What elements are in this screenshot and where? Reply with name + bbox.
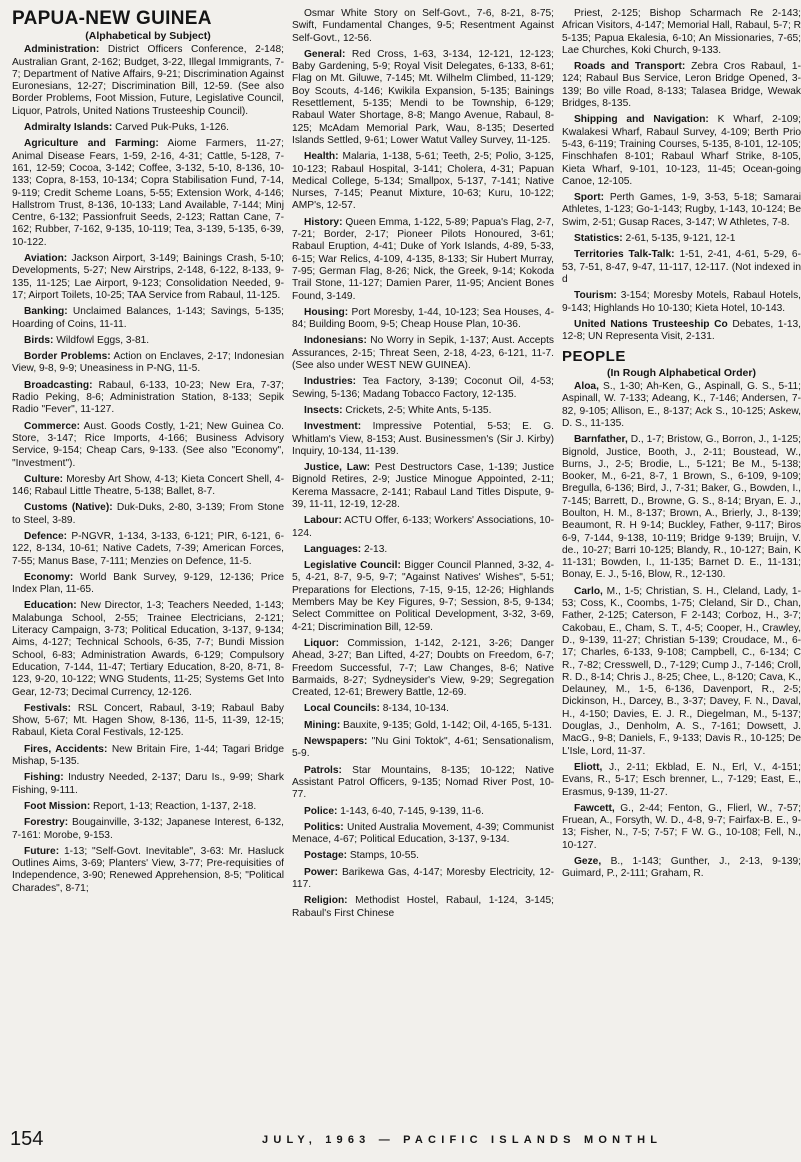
index-entry <box>12 421 284 470</box>
index-entry <box>292 822 554 847</box>
page-number: 154 <box>10 1128 44 1150</box>
index-subject: Economy: <box>24 571 74 583</box>
index-subject: Investment: <box>304 421 362 433</box>
index-entry <box>562 586 801 758</box>
index-references: Jackson Airport, 3-149; Bainings Crash, 5-10; Developments, 5-27; New Airstrips, 2-148, 6-122, 8-133, 9-135, 11-125; Lae Airport, 9-123; Consolidation Needed, 9-17; Airport Toilets, 10-25; TAA Service from Rabaul, 11-125. <box>12 253 284 301</box>
index-references: Wildfowl Eggs, 3-81. <box>53 334 150 346</box>
index-references: RSL Concert, Rabaul, 3-19; Rabaul Baby Show, 5-67; Mt. Hagen Show, 8-136, 11-5, 11-39, 12-15; Rabaul, Kieta Coral Festivals, 12-125. <box>12 702 284 739</box>
index-entry <box>292 376 554 401</box>
index-references: K Wharf, 2-109; Kwalakesi Wharf, Rabaul Survey, 4-109; Berth Prio 5-43, 6-119; Training Courses, 5-135, 8-101, 12-105; Finschhafen 8-101; Rabaul Wharf Strike, 8-105, Kieta Wharf, 9-101, 10-123, 11-45; Ocean-going Canoe, 12-105. <box>562 114 801 187</box>
index-subject: Culture: <box>24 473 64 485</box>
index-references: Red Cross, 1-63, 3-134, 12-121, 12-123; Baby Gardening, 5-9; Royal Visit Delegates, 6-133, 8-61; Flag on Mt. Giluwe, 7-145; Mt. Wilhelm Climbed, 11-129; Boy Scouts, 4-146; Kwikila Expansion, 5-135; Bainings Resettlement, 5-135; Mendi to be Township, 6-129; Rabaul Water Shortage, 8-8; Mango Avenue, Rabaul, 8-125; McAdam Memorial Park, Wau, 8-135; Deserted Islands Settled, 9-61; Lower Watut Valley Survey, 11-125. <box>292 48 554 146</box>
index-subject: Fawcett, <box>574 802 615 814</box>
index-entry <box>292 462 554 511</box>
index-subject: Patrols: <box>304 764 342 776</box>
index-entry <box>292 560 554 634</box>
index-references: Commission, 1-142, 2-121, 3-26; Danger Ahead, 3-27; Ban Lifted, 4-27; Doubts on Freedom, 6-7; Freedom Successful, 7-7; Law Changes, 8-6; Native Barmaids, 8-27; Sydneysider's View, 9-29; Segregation Created, 12-61; Brewery Battle, 12-69. <box>292 637 554 699</box>
index-subject: Commerce: <box>24 420 81 432</box>
index-references: Debates, 1-13, 12-8; UN Representa Visit, 2-131. <box>562 318 801 343</box>
index-references: 2-13. <box>361 543 388 555</box>
index-references: United Australia Movement, 4-39; Communist Menace, 4-67; Political Education, 3-137, 9-134. <box>292 821 554 846</box>
index-entry <box>292 867 554 892</box>
index-subject: Statistics: <box>574 233 623 245</box>
index-entry <box>562 319 801 344</box>
index-subject: Broadcasting: <box>24 379 93 391</box>
index-entry <box>12 600 284 698</box>
index-subject: Administration: <box>24 44 100 56</box>
index-references: Queen Emma, 1-122, 5-89; Papua's Flag, 2-7, 7-21; Border, 2-17; Pioneer Pilots Honoured, 3-61; Rabaul Eruption, 4-41; Duke of York Islands, 4-89, 5-33, 6-15; War Relics, 4-109, 4-135, 8-133; Sir Hubert Murray, 7-95; German Flag, 8-26; Nick, the Greek, 9-14; Kokoda Trail Stone, 11-127; Damien Parer, 11-95; Ancient Bones Found, 3-149. <box>292 216 554 302</box>
index-subject: Postage: <box>304 850 348 862</box>
index-subject: Tourism: <box>574 290 617 302</box>
index-subject: Politics: <box>304 821 344 833</box>
index-entry <box>12 44 284 118</box>
index-subject: Police: <box>304 805 338 817</box>
index-entry <box>562 856 801 881</box>
index-subject: Fires, Accidents: <box>24 743 108 755</box>
index-entry <box>12 846 284 895</box>
index-entry <box>12 744 284 769</box>
index-entry <box>562 434 801 582</box>
index-references: District Officers Conference, 2-148; Australian Grant, 2-162; Budget, 3-22, Illegal Immigrants, 7-7; Department of Native Affairs, 9-21; Discrimination Against Euronesians, 12-27; Discrimination Bill, 12-59. (See also Border Problems, Foot Mission, Future, Legislative Council, Liquor, Patrols, United Nations Trusteeship Council). <box>12 44 284 117</box>
index-subject: Liquor: <box>304 637 340 649</box>
index-subject: Territories Talk-Talk: <box>574 249 675 261</box>
index-subject: Agriculture and Farming: <box>24 138 159 150</box>
index-entry <box>292 307 554 332</box>
index-subject: Legislative Council: <box>304 560 401 572</box>
page-title: PAPUA-NEW GUINEA <box>12 8 212 29</box>
index-subject: Housing: <box>304 306 349 318</box>
index-references: Report, 1-13; Reaction, 1-137, 2-18. <box>90 800 257 812</box>
index-entry <box>562 8 801 57</box>
index-references: Industry Needed, 2-137; Daru Is., 9-99; Shark Fishing, 9-111. <box>12 772 284 796</box>
index-entry <box>562 233 801 245</box>
index-entry <box>292 806 554 818</box>
index-references: 1-13; "Self-Govt. Inevitable", 3-63: Mr. Hasluck Outlines Aims, 3-69; Planters' View, 3-77; Pre-requisities of Independence, 3-90; Renewed Apprehension, 8-5; "Political Charades", 8-71; <box>12 845 284 894</box>
index-entry <box>292 405 554 417</box>
index-references: Methodist Hostel, Rabaul, 1-124, 3-145; Rabaul's First Chinese <box>292 895 554 919</box>
column-2 <box>292 8 554 1120</box>
index-entry <box>12 772 284 797</box>
index-subject: Education: <box>24 600 77 612</box>
index-entry <box>562 290 801 315</box>
index-subject: Insects: <box>304 404 343 416</box>
index-entry <box>292 544 554 556</box>
index-subject: Banking: <box>24 306 68 318</box>
index-subject: Languages: <box>304 543 362 555</box>
index-entry <box>292 720 554 732</box>
index-entry <box>292 765 554 802</box>
index-references: Port Moresby, 1-44, 10-123; Sea Houses, 4-84; Building Boom, 9-5; Cheap House Plan, 10-36. <box>292 306 554 331</box>
index-subject: Aviation: <box>24 253 68 265</box>
index-references: World Bank Survey, 9-129, 12-136; Price Index Plan, 11-65. <box>12 571 284 596</box>
index-references: Duk-Duks, 2-80, 3-139; From Stone to Steel, 3-89. <box>12 502 284 526</box>
index-entry <box>12 138 284 249</box>
index-references: 2-61, 5-135, 9-121, 12-1 <box>622 233 736 245</box>
index-entry <box>12 335 284 347</box>
index-subject: Barnfather, <box>574 434 628 446</box>
index-entry <box>12 380 284 417</box>
index-subject: Local Councils: <box>304 703 380 715</box>
index-subject: Industries: <box>304 376 357 388</box>
section-subtitle: (In Rough Alphabetical Order) <box>607 366 756 379</box>
index-entry <box>12 122 284 134</box>
index-entry <box>292 703 554 715</box>
column-1 <box>12 30 284 1120</box>
index-references: Bigger Council Planned, 3-32, 4-5, 4-21, 8-7, 9-5, 9-7; "Against Natives' Wishes", 5-51; Preparations for Elections, 7-15, 9-15, 12-26; Highlands Members May be Key Figures, 9-7; Session, 8-5, 9-134; Select Committee on Political Development, 3-32, 3-69, 4-21; Discrimination Bill, 12-59. <box>292 560 554 633</box>
index-entry <box>12 474 284 499</box>
index-subject: Health: <box>304 151 339 163</box>
index-references: Moresby Art Show, 4-13; Kieta Concert Shell, 4-146; Rabaul Little Theatre, 5-138; Ballet, 8-7. <box>12 473 284 498</box>
index-subject: Festivals: <box>24 702 71 714</box>
index-subject: General: <box>304 48 346 60</box>
index-references: G., 2-44; Fenton, G., Flierl, W., 7-57; Fruean, A., Forsyth, W. D., 4-8, 9-7; Fairfax-B. E., 9-13; Fisher, N., 7-5; 7-57; F W. G., 10-108; Fell, N., 10-127. <box>562 802 801 851</box>
index-references: M., 1-5; Christian, S. H., Cleland, Lady, 1-53; Coss, K., Coombs, 1-75; Cleland, Sir D., Chan, Father, 2-125; Caterson, F 2-143; Corboz, H., 3-7; Cakobau, E., Cham, S. T., 4-5; Cooper, H., Crawley, D., 9-139, 11-27; Christian 5-139; Croudace, M., 6-17; Charles, 6-133, 9-108; Campbell, C., 6-134; C R., 7-82; Cresswell, D., 7-129; Cump J., 7-146; Croll, R. D., 8-14; Chris J., 8-25; Chee, L., 8-120; Cava, K., Delauney, M., 1-5, 6-136, Davenport, R., 2-5; Dickinson, H., Darcey, B., 3-37; Davey, F. N., Daval, H., 4-150; Davies, E. J. R., Diegelman, M., 5-137; Douglas, J., Denholm, A. S., 7-161; Dowsett, J. MacG., 9-8; Daniels, F., 9-133; Davis R., 10-125; De L'Isle, Lord, 11-37. <box>562 585 801 757</box>
index-entry <box>292 736 554 761</box>
index-subject: Fishing: <box>24 772 64 784</box>
index-subject: Admiralty Islands: <box>24 122 113 134</box>
index-subject: Border Problems: <box>24 351 111 363</box>
index-entry <box>292 421 554 458</box>
index-references: Perth Games, 1-9, 3-53, 5-18; Samarai Athletes, 1-123; Go-1-143; Rugby, 1-143, 10-124; Be Swim, 2-51; Gusap Races, 3-147; W Athletes, 7-8. <box>562 192 801 228</box>
index-subject: Defence: <box>24 530 68 542</box>
index-entry <box>562 249 801 286</box>
index-entry <box>292 8 554 45</box>
index-references: Stamps, 10-55. <box>347 850 419 862</box>
index-references: New Britain Fire, 1-44; Tagari Bridge Mishap, 5-135. <box>12 743 284 768</box>
index-entry <box>292 850 554 862</box>
index-references: Osmar White Story on Self-Govt., 7-6, 8-21, 8-75; Swift, Fundamental Changes, 9-5; Resentment Against Self-Govt., 12-56. <box>292 8 554 44</box>
column-3 <box>562 8 801 1120</box>
index-subject: History: <box>304 216 343 228</box>
index-entry <box>562 61 801 110</box>
index-references: Bougainville, 3-132; Japanese Interest, 6-132, 7-161: Morobe, 9-153. <box>12 817 284 841</box>
index-subject: Carlo, <box>574 585 603 597</box>
index-subject: Aloa, <box>574 381 599 393</box>
index-references: Action on Enclaves, 2-17; Indonesian View, 9-8, 9-9; Uneasiness in P-NG, 11-5. <box>12 351 284 375</box>
index-entry <box>12 817 284 842</box>
index-entry <box>292 151 554 212</box>
index-entry <box>292 895 554 920</box>
index-references: B., 1-143; Gunther, J., 2-13, 9-139; Guimard, P., 2-111; Graham, R. <box>562 856 801 880</box>
running-footer: JULY, 1963 — PACIFIC ISLANDS MONTHL <box>262 1134 663 1146</box>
index-entry <box>12 502 284 527</box>
index-entry <box>292 217 554 303</box>
index-references: Malaria, 1-138, 5-61; Teeth, 2-5; Polio, 3-125, 10-123; Rabaul Hospital, 3-141; Cholera, 4-31; Papuan Medical College, 5-134; Smallpox, 5-137, 7-141; Native Nurses, 7-145; Peanut Mixture, 10-63; Kuru, 10-122; AMP's, 12-57. <box>292 151 554 212</box>
page-subtitle: (Alphabetical by Subject) <box>85 30 211 42</box>
index-references: Rabaul, 6-133, 10-23; New Era, 7-37; Radio Peking, 8-6; Administration Station, 8-133; Sepik Radio "Fever", 11-127. <box>12 379 284 416</box>
index-references: Crickets, 2-5; White Ants, 5-135. <box>342 404 492 416</box>
index-subject: Future: <box>24 845 60 857</box>
index-references: "Nu Gini Toktok", 4-61; Sensationalism, 5-9. <box>292 736 554 760</box>
section-heading: PEOPLE <box>562 348 626 366</box>
index-subject: Roads and Transport: <box>574 61 686 73</box>
index-entry <box>562 803 801 852</box>
index-references: Tea Factory, 3-139; Coconut Oil, 4-53; Sewing, 5-136; Madang Tobacco Factory, 12-135. <box>292 376 554 400</box>
index-references: S., 1-30; Ah-Ken, G., Aspinall, G. S., 5-11; Aspinall, W. 7-133; Adeang, K., 7-146; Andersen, 7-82, 9-105; Allison, E., 8-137; Ack S., 10-125; Askew, D. S., 11-135. <box>562 381 801 429</box>
index-subject: Indonesians: <box>304 335 367 347</box>
index-references: 3-154; Moresby Motels, Rabaul Hotels, 9-143; Highlands Ho 10-130; Kieta Hotel, 10-143. <box>562 290 801 314</box>
index-subject: Forestry: <box>24 817 69 829</box>
index-entry <box>12 306 284 331</box>
index-subject: Newspapers: <box>304 736 368 748</box>
index-entry <box>292 335 554 372</box>
index-subject: United Nations Trusteeship Co <box>574 318 728 330</box>
index-subject: Labour: <box>304 515 342 527</box>
index-entry <box>12 801 284 813</box>
index-references: Star Mountains, 8-135; 10-122; Native Assistant Patrol Officers, 9-135; Nomad River Post, 10-77. <box>292 764 554 801</box>
index-entry <box>12 572 284 597</box>
index-entry <box>12 351 284 376</box>
index-references: Aust. Goods Costly, 1-21; New Guinea Co. Store, 3-147; Rice Imports, 4-166; Business Advisory Service, 9-154; Cheap Cars, 9-133. (See also "Economy", "Investment"). <box>12 420 284 469</box>
index-entry <box>292 515 554 540</box>
index-entry <box>12 703 284 740</box>
index-subject: Eliott, <box>574 761 603 773</box>
index-references: 1-51, 2-41, 4-61, 5-29, 6-53, 7-51, 8-47, 9-47, 11-117, 12-117. (Not indexed in d <box>562 249 801 285</box>
index-entry <box>292 638 554 699</box>
index-references: Carved Puk-Puks, 1-126. <box>112 122 229 134</box>
index-references: 8-134, 10-134. <box>379 703 449 715</box>
index-subject: Mining: <box>304 719 341 731</box>
index-references: Zebra Cros Rabaul, 1-124; Rabaul Bus Service, Leron Bridge Opened, 3-139; Bo ville Road, 8-133; Talasea Bridge, Wewak Bridges, 8-135. <box>562 61 801 110</box>
index-references: Aiome Farmers, 11-27; Animal Disease Fears, 1-59, 2-16, 4-31; Cattle, 5-128, 7-161, 12-59; Cocoa, 3-142; Coffee, 3-132, 5-10, 8-136, 10-133; Copra, 8-153, 10-134; Copra Stabilisation Fund, 7-14, 9-119; Credit Scheme Loans, 5-55; Extension Work, 4-146; Hallstrom Trust, 8-136, 10-133; Land Available, 7-144; Minj Centre, 6-132; Passionfruit Seeds, 2-123; Rattan Cane, 7-162; Rubber, 7-162, 9-135, 10-119; Tea, 3-139, 5-135, 6-39, 10-122. <box>12 138 284 248</box>
index-references: Impressive Potential, 5-53; E. G. Whitlam's View, 8-153; Aust. Businessmen's (Sir J. Kirby) Inquiry, 10-134, 11-139. <box>292 421 554 457</box>
index-references: Bauxite, 9-135; Gold, 1-142; Oil, 4-165, 5-131. <box>340 719 553 731</box>
page-footer <box>0 1124 801 1160</box>
index-entry <box>12 253 284 302</box>
index-references: ACTU Offer, 6-133; Workers' Associations, 10-124. <box>292 515 554 539</box>
index-subject: Geze, <box>574 856 602 867</box>
index-references: No Worry in Sepik, 1-137; Aust. Accepts Assurances, 2-15; Threat Seen, 2-18, 4-23, 6-121, 11-7. (See also under WEST NEW GUINEA). <box>292 335 554 372</box>
index-references: Unclaimed Balances, 1-143; Savings, 5-135; Hoarding of Coins, 11-11. <box>12 306 284 330</box>
index-subject: Customs (Native): <box>24 502 113 514</box>
index-references: Pest Destructors Case, 1-139; Justice Bignold Retires, 2-9; Justice Minogue Appointed, 2-11; Kerema Massacre, 2-141; Rabaul Land Titles Dispute, 9-39, 11-11, 12-19, 12-28. <box>292 462 554 510</box>
index-entry <box>12 531 284 568</box>
index-entry <box>292 49 554 147</box>
index-subject: Birds: <box>24 334 54 346</box>
index-entry <box>562 114 801 188</box>
index-subject: Religion: <box>304 895 348 907</box>
index-references: Priest, 2-125; Bishop Scharmach Re 2-143; African Visitors, 4-147; Memorial Hall, Rabaul, 5-7; R 5-135; Papua Ekalesia, 6-10; An Missionaries, 7-65; Lae Churches, Koki Church, 9-133. <box>562 8 801 56</box>
index-subject: Justice, Law: <box>304 462 371 474</box>
index-references: P-NGVR, 1-134, 3-133, 6-121; PIR, 6-121, 6-122, 8-134, 10-61; Native Cadets, 7-39; American Forces, 7-55; Manus Base, 7-111; Menzies on Defence, 11-5. <box>12 530 284 567</box>
index-subject: Shipping and Navigation: <box>574 114 709 126</box>
index-references: J., 2-11; Ekblad, E. N., Erl, V., 4-151; Evans, R., 5-17; Esch brenner, L., 7-129; East, E., Erasmus, 9-139, 11-27. <box>562 761 801 798</box>
index-subject: Power: <box>304 866 338 878</box>
index-subject: Sport: <box>574 192 604 204</box>
index-subject: Foot Mission: <box>24 800 91 812</box>
index-references: Barikewa Gas, 4-147; Moresby Electricity, 12-117. <box>292 866 554 890</box>
index-references: D., 1-7; Bristow, G., Borron, J., 1-125; Bignold, Justice, Booth, J., 2-11; Boustead, W., Burns, J., 2-5; Brodie, L., 5-121; Be M., 5-138; Booker, M., 6-21, 8-7, 1 Brown, S., 6-109, 9-109; Bregulla, 6-136; Bird, J., 7-31; Baker, G., Bowden, I., 7-145; Barrett, D., Browne, G. S., 8-14; Bryan, E. J., Boulton, H. M., 8-137; Brown, A., Brierly, J., 8-139; Beaumont, R. H 9-14; Buckley, Father, 9-117; Biros 6-9, 7-144, 9-138, 10-119; Bridge 9-139; Bruijn, V. de., 10-27; Barri 10-125; Blandy, R., 10-127; Bain, K 11-131; Bowden, I., 11-135; Barnet D. E., 11-131; Bonay, E. J., 5-16, Blow, R., 12-130. <box>562 434 801 581</box>
index-references: New Director, 1-3; Teachers Needed, 1-143; Malabunga School, 2-55; Trainee Electricians, 2-121; Literacy Campaign, 3-73; Political Education, 3-137, 9-134; Aims, 4-127; Technical Schools, 6-35, 7-7; Bundi Mission School, 6-83; Administration Awards, 6-129; Compulsory Education, 7-144, 11-47; Tertiary Education, 8-20, 8-71, 8-123, 9-20, 10-122; WNG Students, 11-25; Systems Get Into Gear, 12-73; Decimal Currency, 12-126. <box>12 600 284 698</box>
index-entry <box>562 381 801 430</box>
index-entry <box>562 192 801 229</box>
index-references: 1-143, 6-40, 7-145, 9-139, 11-6. <box>337 805 484 817</box>
index-entry <box>562 762 801 799</box>
